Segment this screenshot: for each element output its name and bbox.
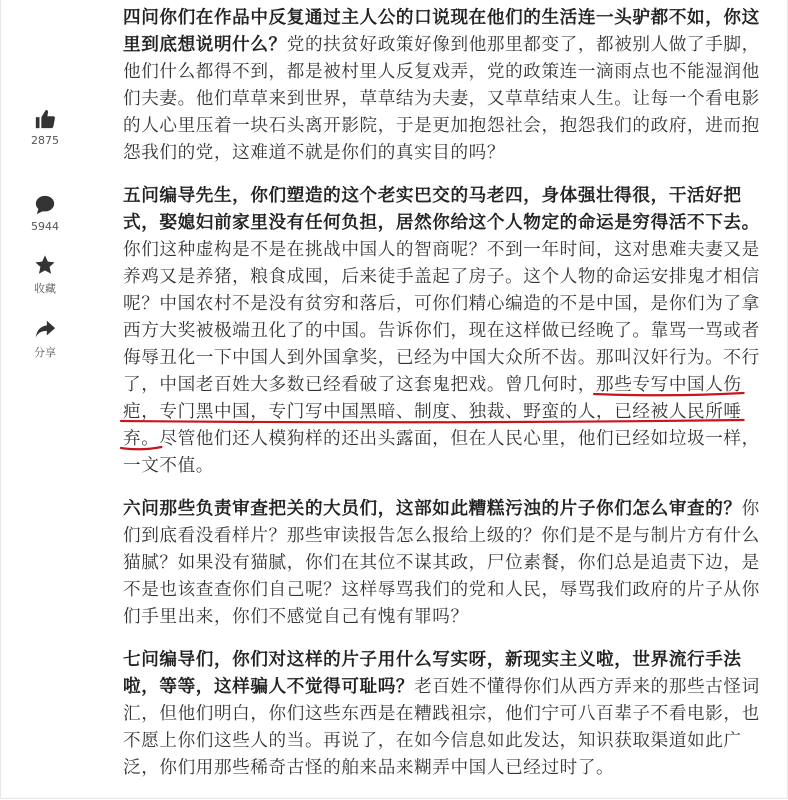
comment-count: 5944: [31, 220, 59, 233]
question-7-text: 老百姓不懂得你们从西方弄来的那些古怪词汇，但他们明白，你们这些东西是在糟践祖宗，他们宁可八百辈子不看电影，也不愿上你们这些人的当。再说了，在如今信息如此发达，知识获取渠道如此广泛，你们用那些稀奇古怪的舶来品来糊弄中国人已经过时了。: [123, 677, 760, 778]
paragraph-question-6: [123, 496, 763, 631]
paragraph-question-5: [123, 183, 763, 480]
comment-button[interactable]: [14, 194, 76, 233]
share-label: 分享: [34, 346, 56, 359]
question-7-bold: 七问编导们，你们对这样的片子用什么写实呀，新现实主义啦，世界流行手法啦，等等，这样骗人不觉得可耻吗？: [123, 650, 742, 697]
share-icon: [34, 318, 56, 340]
question-4-text: 党的扶贫好政策好像到他那里都变了，都被别人做了手脚，他们什么都得不到，都是被村里人反复戏弄，党的政策连一滴雨点也不能湿润他们夫妻。他们草草来到世界，草草结为夫妻，又草草结束人生。让每一个看电影的人心里压着一块石头离开影院，于是更加抱怨社会，抱怨我们的政府，进而抱怨我们的党，这难道不就是你们的真实目的吗？: [123, 35, 760, 163]
comment-icon: [34, 194, 56, 216]
favorite-button[interactable]: [14, 254, 76, 296]
question-6-bold: 六问那些负责审查把关的大员们，这部如此糟糕污浊的片子你们怎么审查的？: [123, 499, 742, 519]
question-5-text-a: 你们这种虚构是不是在挑战中国人的智商呢？不到一年时间，这对患难夫妻又是养鸡又是养猪，粮食成囤，后来徒手盖起了房子。这个人物的命运安排鬼才相信呢？中国农村不是没有贫穷和落后，可你们精心编造的不是中国，是你们为了拿西方大奖被极端丑化了的中国。告诉你们，现在这样做已经晚了。靠骂一骂或者侮辱丑化一下中国人到外国拿奖，已经为中国大众所不齿。那叫汉奸行为。不行了，中国老百姓大多数已经看破了这套鬼把戏。曾几何时，: [123, 240, 760, 395]
like-count: 2875: [31, 134, 59, 147]
star-icon: [34, 254, 56, 276]
question-5-bold: 五问编导先生，你们塑造的这个老实巴交的马老四，身体强壮得很，干活好把式，娶媳妇前家里没有任何负担，居然你给这个人物定的命运是穷得活不下去。: [123, 186, 760, 233]
thumbs-up-icon: [34, 108, 56, 130]
question-5-text-b: 尽管他们还人模狗样的还出头露面，但在人民心里，他们已经如垃圾一样，一文不值。: [123, 429, 760, 476]
paragraph-question-4: [123, 5, 763, 167]
favorite-label: 收藏: [34, 282, 56, 295]
like-button[interactable]: [14, 108, 76, 147]
question-4-bold: 四问你们在作品中反复通过主人公的口说现在他们的生活连一头驴都不如，你这里到底想说明什么？: [123, 8, 760, 55]
question-6-text: 你们到底看没看样片？那些审读报告怎么报给上级的？你们是不是与制片方有什么猫腻？如果没有猫腻，你们在其位不谋其政，尸位素餐，你们总是追责下边，是不是也该查查你们自己呢？这样辱骂我们的党和人民，辱骂我们政府的片子从你们手里出来，你们不感觉自己有愧有罪吗？: [123, 499, 760, 627]
share-button[interactable]: [14, 318, 76, 360]
article-body: [123, 5, 763, 782]
underlined-passage: 那些专写中国人伤疤，专门黑中国，专门写中国黑暗、制度、独裁、野蛮的人，已经被人民所唾弃。: [123, 375, 742, 449]
paragraph-question-7: [123, 647, 763, 782]
